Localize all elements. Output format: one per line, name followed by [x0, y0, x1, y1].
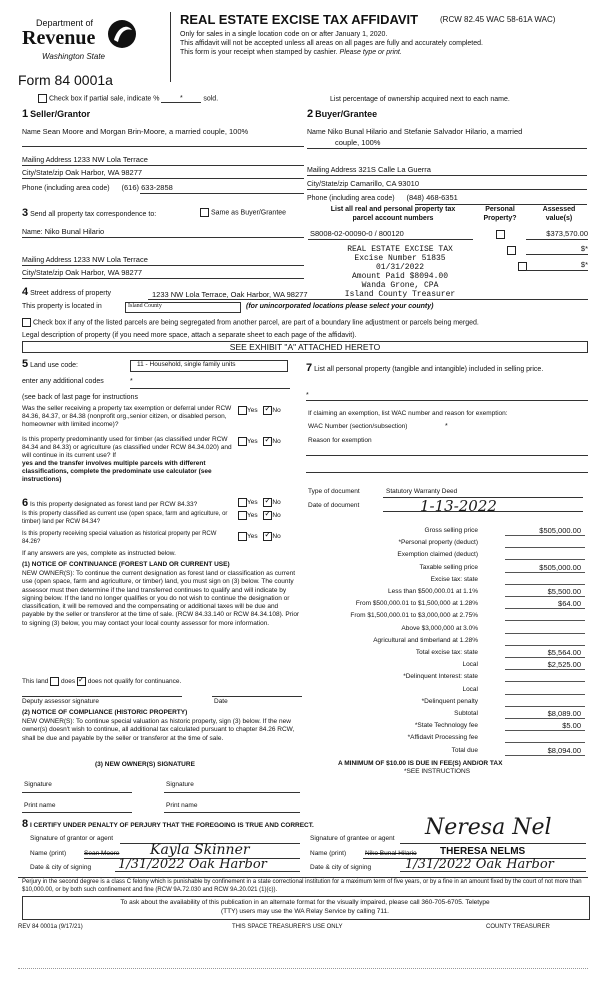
buyer-section: 2 Buyer/Grantee Name Niko Bunal Hilario and Stefanie Salvador Hilario, a married couple, 100% Mailing Address 321S Calle La Guerra City/State/zip Camarillo, CA 93010 Phone (including area code) (848) 468-6351: [305, 108, 590, 208]
tax-row-value[interactable]: $5,564.00: [547, 648, 581, 657]
seller-name[interactable]: Sean Moore and Morgan Brin-Moore, a married couple, 100%: [42, 127, 249, 136]
tax-row-label: Less than $500,000.01 at 1.1%: [388, 588, 478, 595]
tax-row-value[interactable]: $505,000.00: [539, 562, 581, 572]
tax-row-label: Excise tax: state: [430, 575, 478, 583]
seller-city[interactable]: Oak Harbor, WA 98277: [65, 168, 143, 177]
footer-form-rev: REV 84 0001a (9/17/21): [18, 924, 83, 930]
additional-codes[interactable]: *: [130, 378, 133, 385]
tax-row-value[interactable]: $505,000.00: [539, 526, 581, 535]
form-number: Form 84 0001a: [18, 72, 113, 88]
personal-property-checkbox-1[interactable]: [496, 230, 505, 239]
personal-property-list[interactable]: *: [306, 392, 309, 399]
seller-title: Seller/Grantor: [30, 109, 91, 119]
land-use-select[interactable]: 11 - Household, single family units: [130, 360, 288, 372]
treasurer-stamp: REAL ESTATE EXCISE TAX Excise Number 51835 01/31/2022 Amount Paid $8094.00 Wanda Grone, CPA Island County Treasurer: [344, 245, 456, 299]
seller-phone[interactable]: (616) 633-2858: [121, 183, 173, 192]
buyer-title: Buyer/Grantee: [315, 109, 378, 119]
tax-row-label: *Personal property (deduct): [398, 539, 478, 547]
buyer-phone[interactable]: (848) 468-6351: [406, 193, 458, 202]
grantor-printed-name[interactable]: Kayla Skinner: [150, 842, 250, 858]
tax-row-label: From $500,000.01 to $1,500,000 at 1.28%: [355, 600, 478, 608]
tax-row-label: Exemption claimed (deduct): [397, 551, 478, 559]
parcel-number[interactable]: S8008-02-00090-0 / 800120: [310, 229, 404, 238]
ownership-note: List percentage of ownership acquired next to each name.: [330, 96, 510, 103]
legal-description[interactable]: SEE EXHIBIT "A" ATTACHED HERETO: [22, 341, 588, 353]
buyer-mailing[interactable]: 321S Calle La Guerra: [358, 165, 431, 174]
grantee-date-city[interactable]: 1/31/2022 Oak Harbor: [405, 857, 554, 872]
assessed-value-3[interactable]: $*: [580, 260, 588, 269]
grantor-date-city[interactable]: 1/31/2022 Oak Harbor: [118, 857, 267, 872]
tax-row-label: Subtotal: [454, 710, 478, 717]
perjury-notice: Perjury in the second degree is a class C felony which is punishable by confinement in a state correctional institution for a maximum term of five years, or by a fine in an amount fixed by the court of not more than $10,000.00, or by both such confinement and fine (RCW 9A.72.030 and RCW 9A.20.021 (1)(c)).: [22, 879, 582, 893]
assessed-value-1[interactable]: $373,570.00: [546, 229, 588, 238]
partial-sale-label: Check box if partial sale, indicate %: [48, 95, 160, 103]
tax-row-label: Total due: [451, 746, 478, 754]
exemption-no-checkbox[interactable]: [263, 406, 272, 415]
dor-logo: [20, 10, 170, 72]
tax-row-label: *Affidavit Processing fee: [407, 734, 478, 742]
tax-row-label: Local: [462, 685, 478, 693]
grantee-signature[interactable]: Neresa Nel: [425, 815, 552, 840]
tax-row-label: Gross selling price: [424, 527, 478, 534]
wac-number[interactable]: *: [445, 423, 448, 430]
footer-treasurer-use: THIS SPACE TREASURER'S USE ONLY: [232, 924, 343, 930]
grantee-printed-name[interactable]: THERESA NELMS: [440, 846, 526, 857]
tax-corr-section: 3 Send all property tax correspondence to: Same as Buyer/Grantee Name: Niko Bunal Hilario Mailing Address 1233 NW Lola Terrace City/State/zip Oak Harbor, WA 98277: [20, 204, 305, 282]
property-address[interactable]: 1233 NW Lola Terrace, Oak Harbor, WA 98277: [152, 290, 308, 299]
doc-type[interactable]: Statutory Warranty Deed: [386, 488, 458, 495]
revenue-label: Revenue: [22, 27, 96, 49]
tax-row-label: Total excise tax: state: [415, 649, 478, 656]
buyer-city[interactable]: Camarillo, CA 93010: [350, 179, 419, 188]
tax-row-label: *Delinquent penalty: [421, 697, 478, 705]
tax-row-value[interactable]: $5,500.00: [547, 587, 581, 596]
header-note-2: This affidavit will not be accepted unless all areas on all pages are fully and accurately completed.: [180, 40, 483, 47]
does-qualify-checkbox[interactable]: [50, 677, 59, 686]
footer-county-treasurer: COUNTY TREASURER: [486, 924, 550, 930]
tax-row-value[interactable]: $2,525.00: [547, 660, 581, 670]
buyer-name-cont[interactable]: couple, 100%: [335, 138, 381, 147]
dept-label: Department of: [36, 18, 94, 28]
header-note-1: Only for sales in a single location code on or after January 1, 2020.: [180, 31, 388, 38]
assessed-value-2[interactable]: $*: [580, 244, 588, 253]
partial-suffix: sold.: [203, 95, 219, 103]
form-rcw: (RCW 82.45 WAC 58-61A WAC): [440, 15, 556, 24]
buyer-name[interactable]: Niko Bunal Hilario and Stefanie Salvador Hilario, a married: [327, 127, 523, 136]
tax-row-label: *Delinquent Interest: state: [403, 673, 478, 681]
doc-date[interactable]: 1-13-2022: [420, 497, 497, 515]
forest-no-checkbox[interactable]: [263, 498, 272, 507]
tax-corr-mailing[interactable]: 1233 NW Lola Terrace: [73, 255, 148, 264]
seller-section: 1 Seller/Grantor Name Sean Moore and Morgan Brin-Moore, a married couple, 100% Mailing Address 1233 NW Lola Terrace City/State/zip Oak Harbor, WA 98277 Phone (including area code) (616) 633-2858: [20, 108, 305, 198]
parcels-section: List all real and personal property tax parcel account numbers Personal Property? Assessed value(s) S8008-02-00090-0 / 800120 $373,570.00 $* $*: [310, 206, 588, 269]
tax-row-value[interactable]: $5.00: [562, 721, 581, 731]
does-not-qualify-checkbox[interactable]: [77, 677, 86, 686]
partial-sale-row: [38, 94, 218, 103]
tax-row-value[interactable]: $8,094.00: [547, 745, 581, 755]
partial-percent[interactable]: *: [161, 95, 201, 103]
tax-row-value[interactable]: $8,089.00: [547, 709, 581, 718]
same-as-buyer-checkbox[interactable]: [200, 208, 209, 217]
tax-row-label: *State Technology fee: [414, 722, 478, 730]
partial-sale-checkbox[interactable]: [38, 94, 47, 103]
tax-row-label: From $1,500,000.01 to $3,000,000 at 2.75%: [350, 612, 478, 620]
historic-no-checkbox[interactable]: [263, 532, 272, 541]
personal-property-checkbox-2[interactable]: [507, 246, 516, 255]
revenue-logo-icon: [106, 18, 138, 50]
header-note-3: This form is your receipt when stamped by cashier. Please type or print.: [180, 49, 402, 56]
form-title: REAL ESTATE EXCISE TAX AFFIDAVIT: [180, 12, 419, 27]
tax-row-label: Agricultural and timberland at 1.28%: [373, 636, 478, 644]
wa-state-label: Washington State: [42, 52, 106, 61]
tax-row-label: Taxable selling price: [419, 563, 478, 571]
tax-row-label: Above $3,000,000 at 3.0%: [401, 624, 478, 632]
tax-corr-name[interactable]: Niko Bunal Hilario: [44, 227, 105, 236]
seller-mailing[interactable]: 1233 NW Lola Terrace: [73, 155, 148, 164]
tax-corr-city[interactable]: Oak Harbor, WA 98277: [65, 268, 143, 277]
timber-no-checkbox[interactable]: [263, 437, 272, 446]
tax-row-label: Local: [462, 661, 478, 669]
tax-row-value[interactable]: $64.00: [558, 599, 581, 609]
current-use-no-checkbox[interactable]: [263, 511, 272, 520]
segregated-checkbox[interactable]: [22, 318, 31, 327]
county-select[interactable]: Island County: [125, 302, 241, 313]
